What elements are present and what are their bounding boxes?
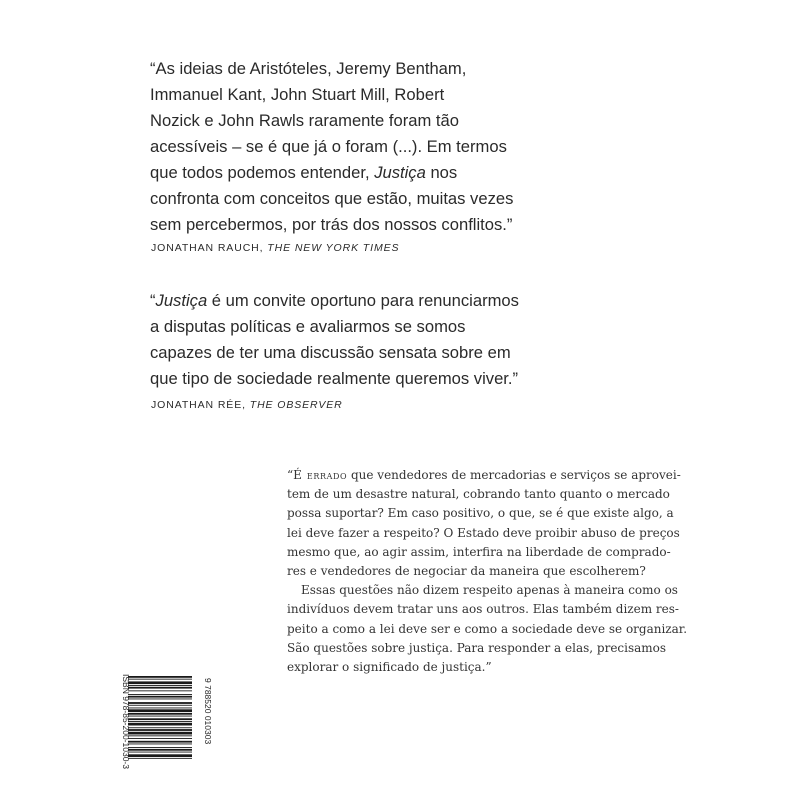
isbn-barcode [116,672,213,787]
attribution-publication: THE OBSERVER [249,399,343,411]
excerpt-line [287,466,681,485]
attribution-author: JONATHAN RÉE, [151,399,250,411]
barcode-bar [128,713,192,715]
barcode-bar [128,708,192,709]
barcode-bar [128,727,192,728]
quote-mark: “ [287,468,294,482]
barcode-bar [128,729,192,731]
quote-line: confronta com conceitos que estão, muitas vezes [150,189,514,208]
attribution-publication: THE NEW YORK TIMES [267,242,400,254]
barcode-bar [128,747,192,748]
excerpt-line: lei deve fazer a respeito? O Estado deve proibir abuso de preços [287,525,680,540]
barcode-bar [128,735,192,736]
quote-line: que tipo de sociedade realmente queremos viver.” [150,369,519,388]
barcode-bar [128,679,192,680]
quote-line: “As ideias de Aristóteles, Jeremy Bentham, [150,59,467,78]
excerpt-line: Essas questões não dizem respeito apenas à maneira como os [301,583,678,598]
barcode-bar [128,716,192,717]
barcode-bar [128,699,192,700]
book-title-italic: Justiça [155,291,208,310]
quote-text: é um convite oportuno para renunciarmos [207,291,519,310]
barcode-bar [128,752,192,753]
quote-mark: “ [150,291,156,310]
barcode-bar [128,718,192,720]
barcode-bar [128,723,192,726]
review-quote-ree [150,288,570,392]
barcode-bar [128,744,192,745]
barcode-bar [128,696,192,698]
barcode-bar [128,709,192,712]
barcode-bar [128,741,192,743]
attribution-ree [151,399,343,411]
excerpt-line: res e vendedores de negociar da maneira que escolherem? [287,564,646,579]
quote-line [150,160,570,186]
quote-text: nos [425,163,458,182]
quote-text: que todos podemos entender, [150,163,375,182]
excerpt-line: mesmo que, ao agir assim, interfira na liberdade de comprado- [287,544,671,559]
excerpt-line: São questões sobre justiça. Para responder a elas, precisamos [287,640,667,655]
excerpt-text: que vendedores de mercadorias e serviços se aprovei- [347,468,681,482]
barcode-bar [128,754,192,757]
excerpt-line: tem de um desastre natural, cobrando tanto quanto o mercado [287,487,670,502]
barcode-bar [128,732,192,735]
excerpt-line: explorar o significado de justiça.” [287,660,492,675]
barcode-bar [128,685,192,686]
barcode-bar [128,705,192,706]
quote-line: Immanuel Kant, John Stuart Mill, Robert [150,85,445,104]
barcode-digits: 9 788520 010303 [203,678,213,745]
quote-line: a disputas políticas e avaliarmos se somos [150,317,466,336]
barcode-bar [128,758,192,759]
excerpt-lead-smallcaps: É errado [293,468,348,482]
excerpt-line: indivíduos devem tratar uns aos outros. Elas também dizem res- [287,602,679,617]
barcode-bar [128,676,192,678]
barcode-bar [128,690,192,691]
barcode-bar [128,721,192,722]
book-title-italic: Justiça [374,163,426,182]
quote-line: acessíveis – se é que já o foram (...). Em termos [150,137,507,156]
isbn-label: ISBN 978-85-200-1030-3 [121,674,131,769]
barcode-bar [128,681,192,684]
barcode-bar [128,738,192,739]
excerpt-line: peito a como a lei deve ser e como a sociedade deve se organizar. [287,621,688,636]
quote-line [150,288,570,314]
attribution-rauch [151,242,399,254]
review-quote-rauch [150,56,570,238]
attribution-author: JONATHAN RAUCH, [151,242,268,254]
barcode-bar [128,749,192,751]
quote-line: capazes de ter uma discussão sensata sobre em [150,343,511,362]
quote-line: Nozick e John Rawls raramente foram tão [150,111,459,130]
barcode-bar [128,694,192,695]
book-excerpt [287,466,688,677]
quote-line: sem percebermos, por trás dos nossos conflitos.” [150,215,513,234]
excerpt-line: possa suportar? Em caso positivo, o que, se é que existe algo, a [287,506,674,521]
barcode-bar [128,702,192,704]
barcode-bar [128,687,192,689]
